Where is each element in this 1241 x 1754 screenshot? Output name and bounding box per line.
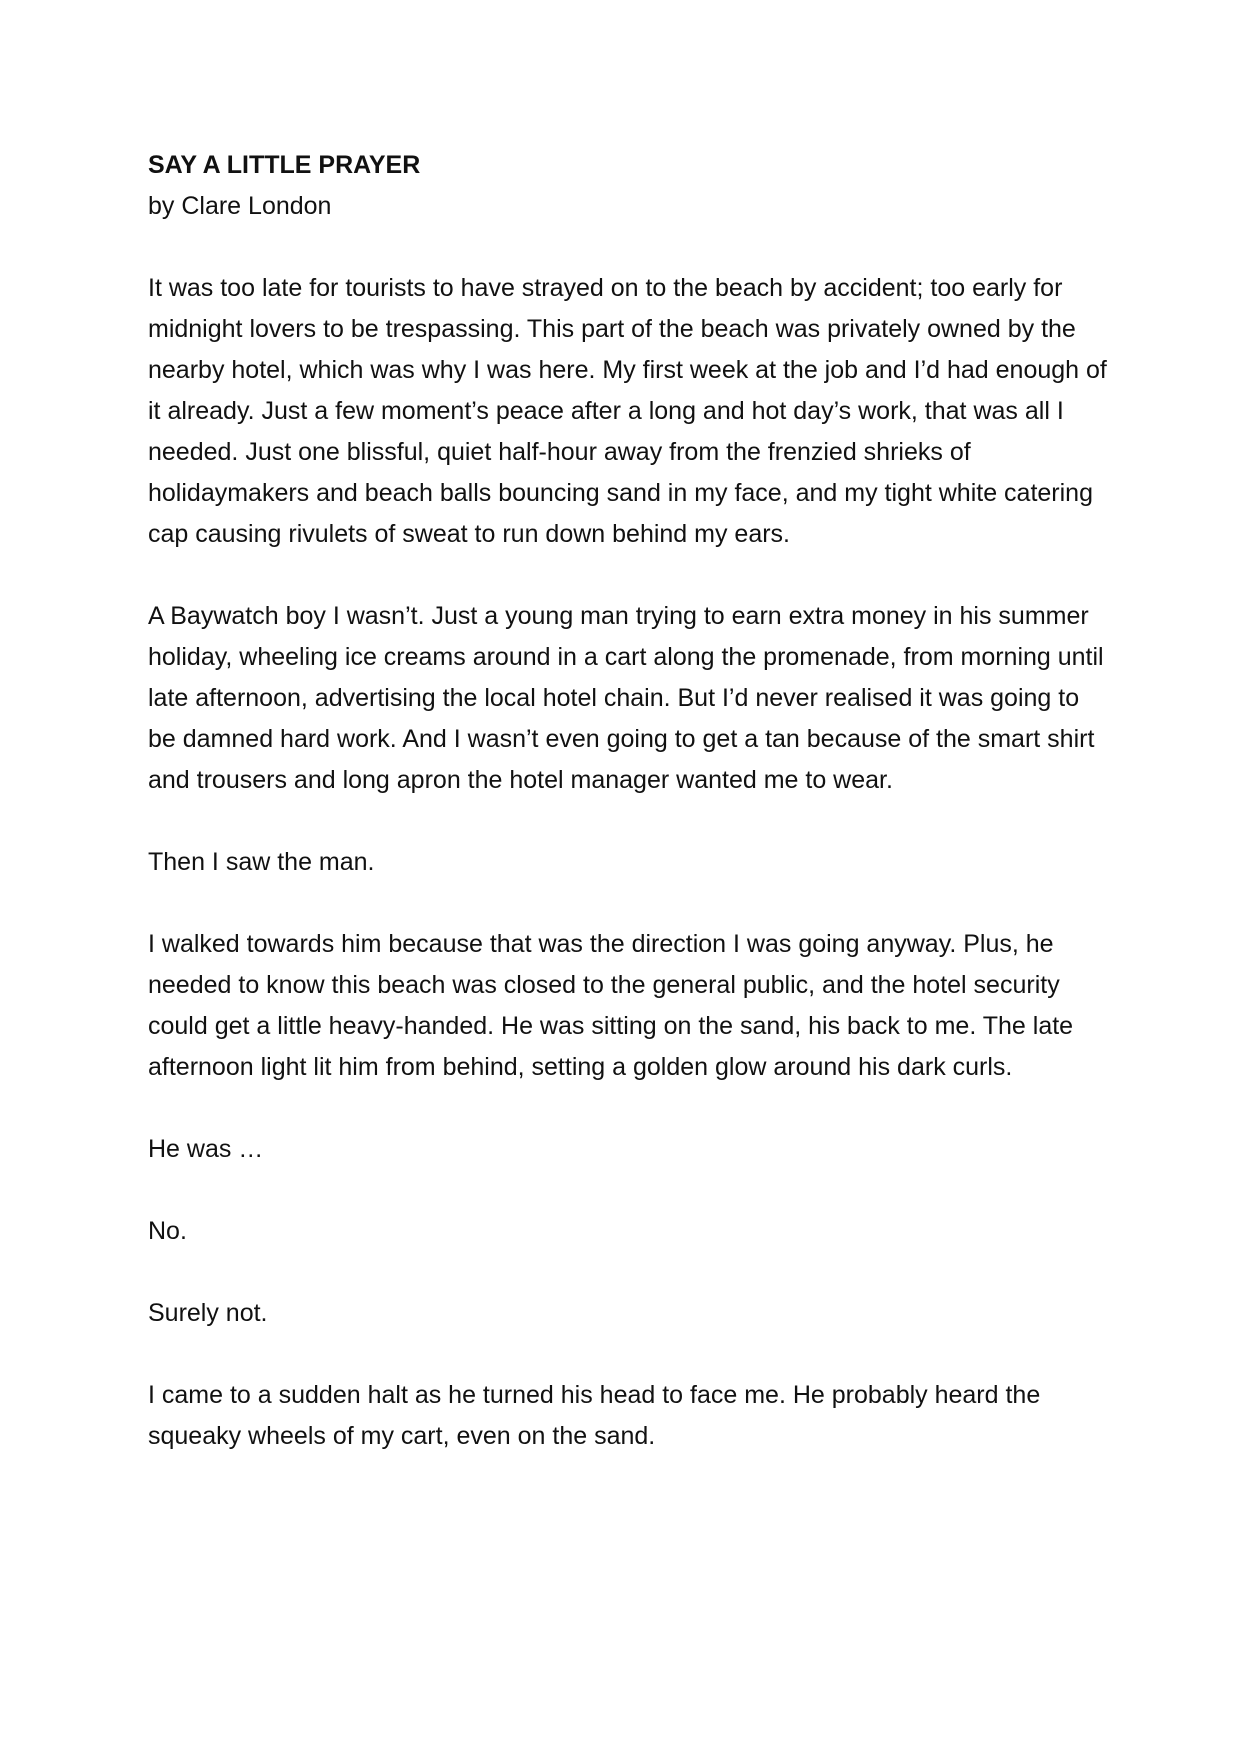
paragraph-3: Then I saw the man.: [148, 848, 375, 876]
paragraph-7: Surely not.: [148, 1299, 268, 1327]
story-byline: by Clare London: [148, 192, 332, 220]
document-page: [148, 145, 1108, 1498]
paragraph-6: No.: [148, 1217, 187, 1245]
paragraph-4: I walked towards him because that was the direction I was going anyway. Plus, he needed to know this beach was closed to the general public, and the hotel security could get a little heavy-handed. He was sitting on the sand, his back to me. The late afternoon light lit him from behind, setting a golden glow around his dark curls.: [148, 930, 1074, 1081]
paragraph-2: A Baywatch boy I wasn’t. Just a young man trying to earn extra money in his summer holiday, wheeling ice creams around in a cart along the promenade, from morning until late afternoon, advertising the local hotel chain. But I’d never realised it was going to be damned hard work. And I wasn’t even going to get a tan because of the smart shirt and trousers and long apron the hotel manager wanted me to wear.: [148, 602, 1104, 794]
paragraph-1: It was too late for tourists to have strayed on to the beach by accident; too early for midnight lovers to be trespassing. This part of the beach was privately owned by the nearby hotel, which was why I was here. My first week at the job and I’d had enough of it already. Just a few moment’s peace after a long and hot day’s work, that was all I needed. Just one blissful, quiet half-hour away from the frenzied shrieks of holidaymakers and beach balls bouncing sand in my face, and my tight white catering cap causing rivulets of sweat to run down behind my ears.: [148, 274, 1107, 548]
story-title: SAY A LITTLE PRAYER: [148, 151, 421, 179]
paragraph-5: He was …: [148, 1135, 264, 1163]
paragraph-8: I came to a sudden halt as he turned his head to face me. He probably heard the squeaky wheels of my cart, even on the sand.: [148, 1381, 1041, 1450]
